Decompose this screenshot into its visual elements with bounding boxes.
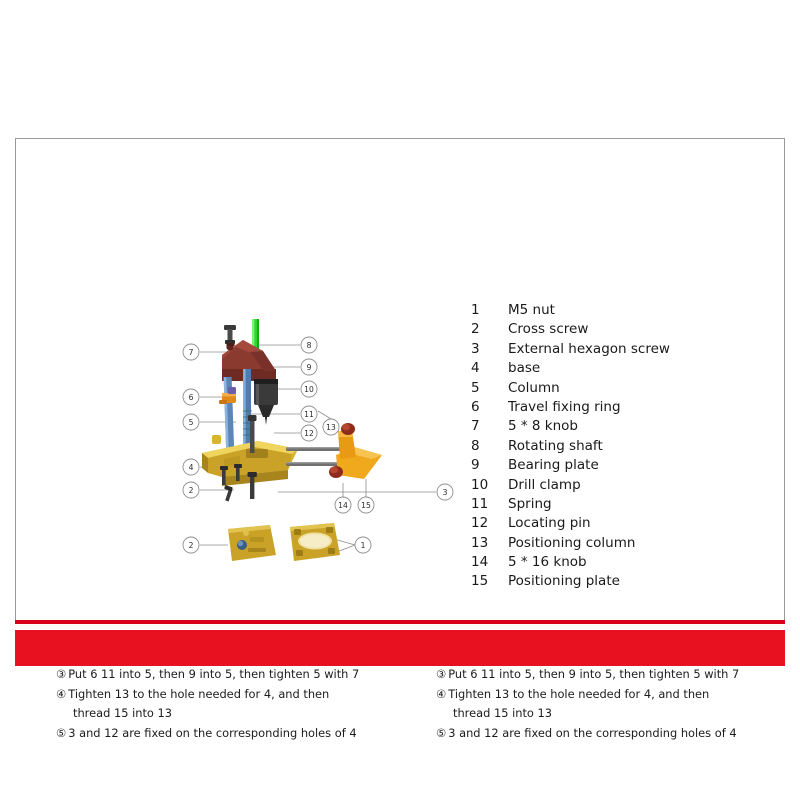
legend-item-label: Positioning column bbox=[508, 534, 636, 551]
callout-3 bbox=[437, 484, 453, 500]
footer-red-band bbox=[15, 620, 785, 666]
instruction-step-marker: ④ bbox=[56, 686, 67, 701]
legend-row bbox=[471, 457, 771, 476]
legend-row bbox=[471, 321, 771, 340]
legend-item-number: 7 bbox=[471, 418, 480, 435]
legend-item-label: 5 * 8 knob bbox=[508, 418, 579, 435]
instruction-line bbox=[56, 685, 408, 705]
legend-row bbox=[471, 302, 771, 321]
legend-item-label: base bbox=[508, 360, 541, 377]
exploded-assembly-diagram bbox=[166, 307, 448, 567]
instruction-step-text: Put 6 11 into 5, then 9 into 5, then tighten 5 with 7 bbox=[68, 667, 360, 682]
legend-item-number: 1 bbox=[471, 302, 480, 318]
legend-item-label: M5 nut bbox=[508, 302, 555, 318]
legend-item-number: 10 bbox=[471, 476, 489, 493]
legend-item-number: 5 bbox=[471, 379, 480, 396]
part-plate-cross-screw-set bbox=[228, 525, 276, 561]
instruction-line bbox=[56, 704, 408, 724]
legend-item-label: Travel fixing ring bbox=[508, 398, 621, 415]
instruction-line bbox=[436, 724, 788, 744]
instruction-line bbox=[436, 665, 788, 685]
callout-number: 13 bbox=[326, 422, 336, 432]
instruction-line bbox=[436, 685, 788, 705]
legend-row bbox=[471, 438, 771, 457]
legend-row bbox=[471, 477, 771, 496]
part-column bbox=[224, 369, 251, 455]
legend-item-label: Spring bbox=[508, 495, 552, 512]
legend-row bbox=[471, 418, 771, 437]
callout-8 bbox=[301, 337, 317, 353]
legend-item-label: 5 * 16 knob bbox=[508, 554, 587, 571]
legend-row bbox=[471, 573, 771, 592]
legend-row bbox=[471, 515, 771, 534]
callout-12 bbox=[301, 425, 317, 441]
callout-11 bbox=[301, 406, 317, 422]
legend-item-label: External hexagon screw bbox=[508, 340, 670, 357]
callout-15 bbox=[358, 497, 374, 513]
instruction-step-marker: ⑤ bbox=[56, 725, 67, 740]
legend-item-number: 6 bbox=[471, 398, 480, 415]
legend-item-number: 2 bbox=[471, 321, 480, 338]
callout-14 bbox=[335, 497, 351, 513]
legend-row bbox=[471, 380, 771, 399]
callout-number: 12 bbox=[304, 428, 314, 438]
instruction-step-text: Tighten 13 to the hole needed for 4, and then bbox=[448, 686, 710, 701]
legend-item-number: 12 bbox=[471, 515, 489, 532]
callout-4 bbox=[183, 459, 199, 475]
instruction-step-text: Put 6 11 into 5, then 9 into 5, then tighten 5 with 7 bbox=[448, 667, 740, 682]
callout-1 bbox=[355, 537, 371, 553]
callout-number: 7 bbox=[188, 347, 194, 357]
callout-10 bbox=[301, 381, 317, 397]
instruction-line bbox=[56, 665, 408, 685]
legend-item-number: 9 bbox=[471, 457, 480, 474]
callout-5 bbox=[183, 414, 199, 430]
legend-item-number: 13 bbox=[471, 534, 489, 551]
callout-number: 2 bbox=[188, 485, 194, 495]
legend-item-number: 11 bbox=[471, 495, 489, 512]
legend-item-label: Rotating shaft bbox=[508, 437, 603, 454]
legend-row bbox=[471, 554, 771, 573]
callout-number: 6 bbox=[188, 392, 194, 402]
instruction-step-text: thread 15 into 13 bbox=[453, 706, 553, 721]
instruction-step-text: thread 15 into 13 bbox=[73, 706, 173, 721]
callout-number: 14 bbox=[338, 500, 348, 510]
callout-7 bbox=[183, 344, 199, 360]
parts-legend-list bbox=[471, 302, 771, 593]
instruction-step-marker: ⑤ bbox=[436, 725, 447, 740]
legend-item-label: Bearing plate bbox=[508, 457, 599, 474]
legend-item-label: Column bbox=[508, 379, 560, 396]
legend-item-number: 14 bbox=[471, 554, 489, 571]
callout-2 bbox=[183, 537, 199, 553]
instruction-line bbox=[436, 704, 788, 724]
instruction-step-marker: ③ bbox=[436, 667, 447, 682]
callout-number: 3 bbox=[442, 487, 448, 497]
instruction-step-text: Tighten 13 to the hole needed for 4, and then bbox=[68, 686, 330, 701]
instruction-step-marker: ④ bbox=[436, 686, 447, 701]
callout-6 bbox=[183, 389, 199, 405]
callout-9 bbox=[301, 359, 317, 375]
callout-number: 10 bbox=[304, 384, 314, 394]
callout-13 bbox=[323, 419, 339, 435]
part-knob-5x8 bbox=[224, 325, 236, 344]
legend-item-label: Locating pin bbox=[508, 515, 591, 532]
instruction-step-text: 3 and 12 are fixed on the corresponding holes of 4 bbox=[68, 725, 357, 740]
instruction-line bbox=[56, 724, 408, 744]
instruction-sheet-card bbox=[15, 138, 785, 740]
legend-row bbox=[471, 360, 771, 379]
legend-item-label: Drill clamp bbox=[508, 476, 581, 493]
legend-item-label: Cross screw bbox=[508, 321, 589, 338]
callout-number: 1 bbox=[360, 540, 366, 550]
legend-item-label: Positioning plate bbox=[508, 573, 620, 590]
part-external-hexagon-screw bbox=[248, 472, 257, 499]
legend-item-number: 3 bbox=[471, 340, 480, 357]
part-plate-m5-nut-set bbox=[290, 523, 340, 561]
callout-number: 9 bbox=[306, 362, 312, 372]
instruction-step-text: 3 and 12 are fixed on the corresponding holes of 4 bbox=[448, 725, 737, 740]
legend-row bbox=[471, 496, 771, 515]
footer-thick-red-bar bbox=[15, 630, 785, 666]
callout-number: 2 bbox=[188, 540, 194, 550]
legend-row bbox=[471, 535, 771, 554]
part-drill-clamp bbox=[254, 379, 278, 425]
legend-row bbox=[471, 341, 771, 360]
callout-number: 4 bbox=[188, 462, 194, 472]
callout-number: 11 bbox=[304, 409, 314, 419]
callout-2 bbox=[183, 482, 199, 498]
legend-item-number: 8 bbox=[471, 437, 480, 454]
callout-number: 5 bbox=[188, 417, 194, 427]
instruction-step-marker: ③ bbox=[56, 667, 67, 682]
callout-number: 8 bbox=[306, 340, 312, 350]
callout-number: 15 bbox=[361, 500, 371, 510]
legend-item-number: 4 bbox=[471, 360, 480, 377]
legend-item-number: 15 bbox=[471, 573, 489, 590]
legend-row bbox=[471, 399, 771, 418]
